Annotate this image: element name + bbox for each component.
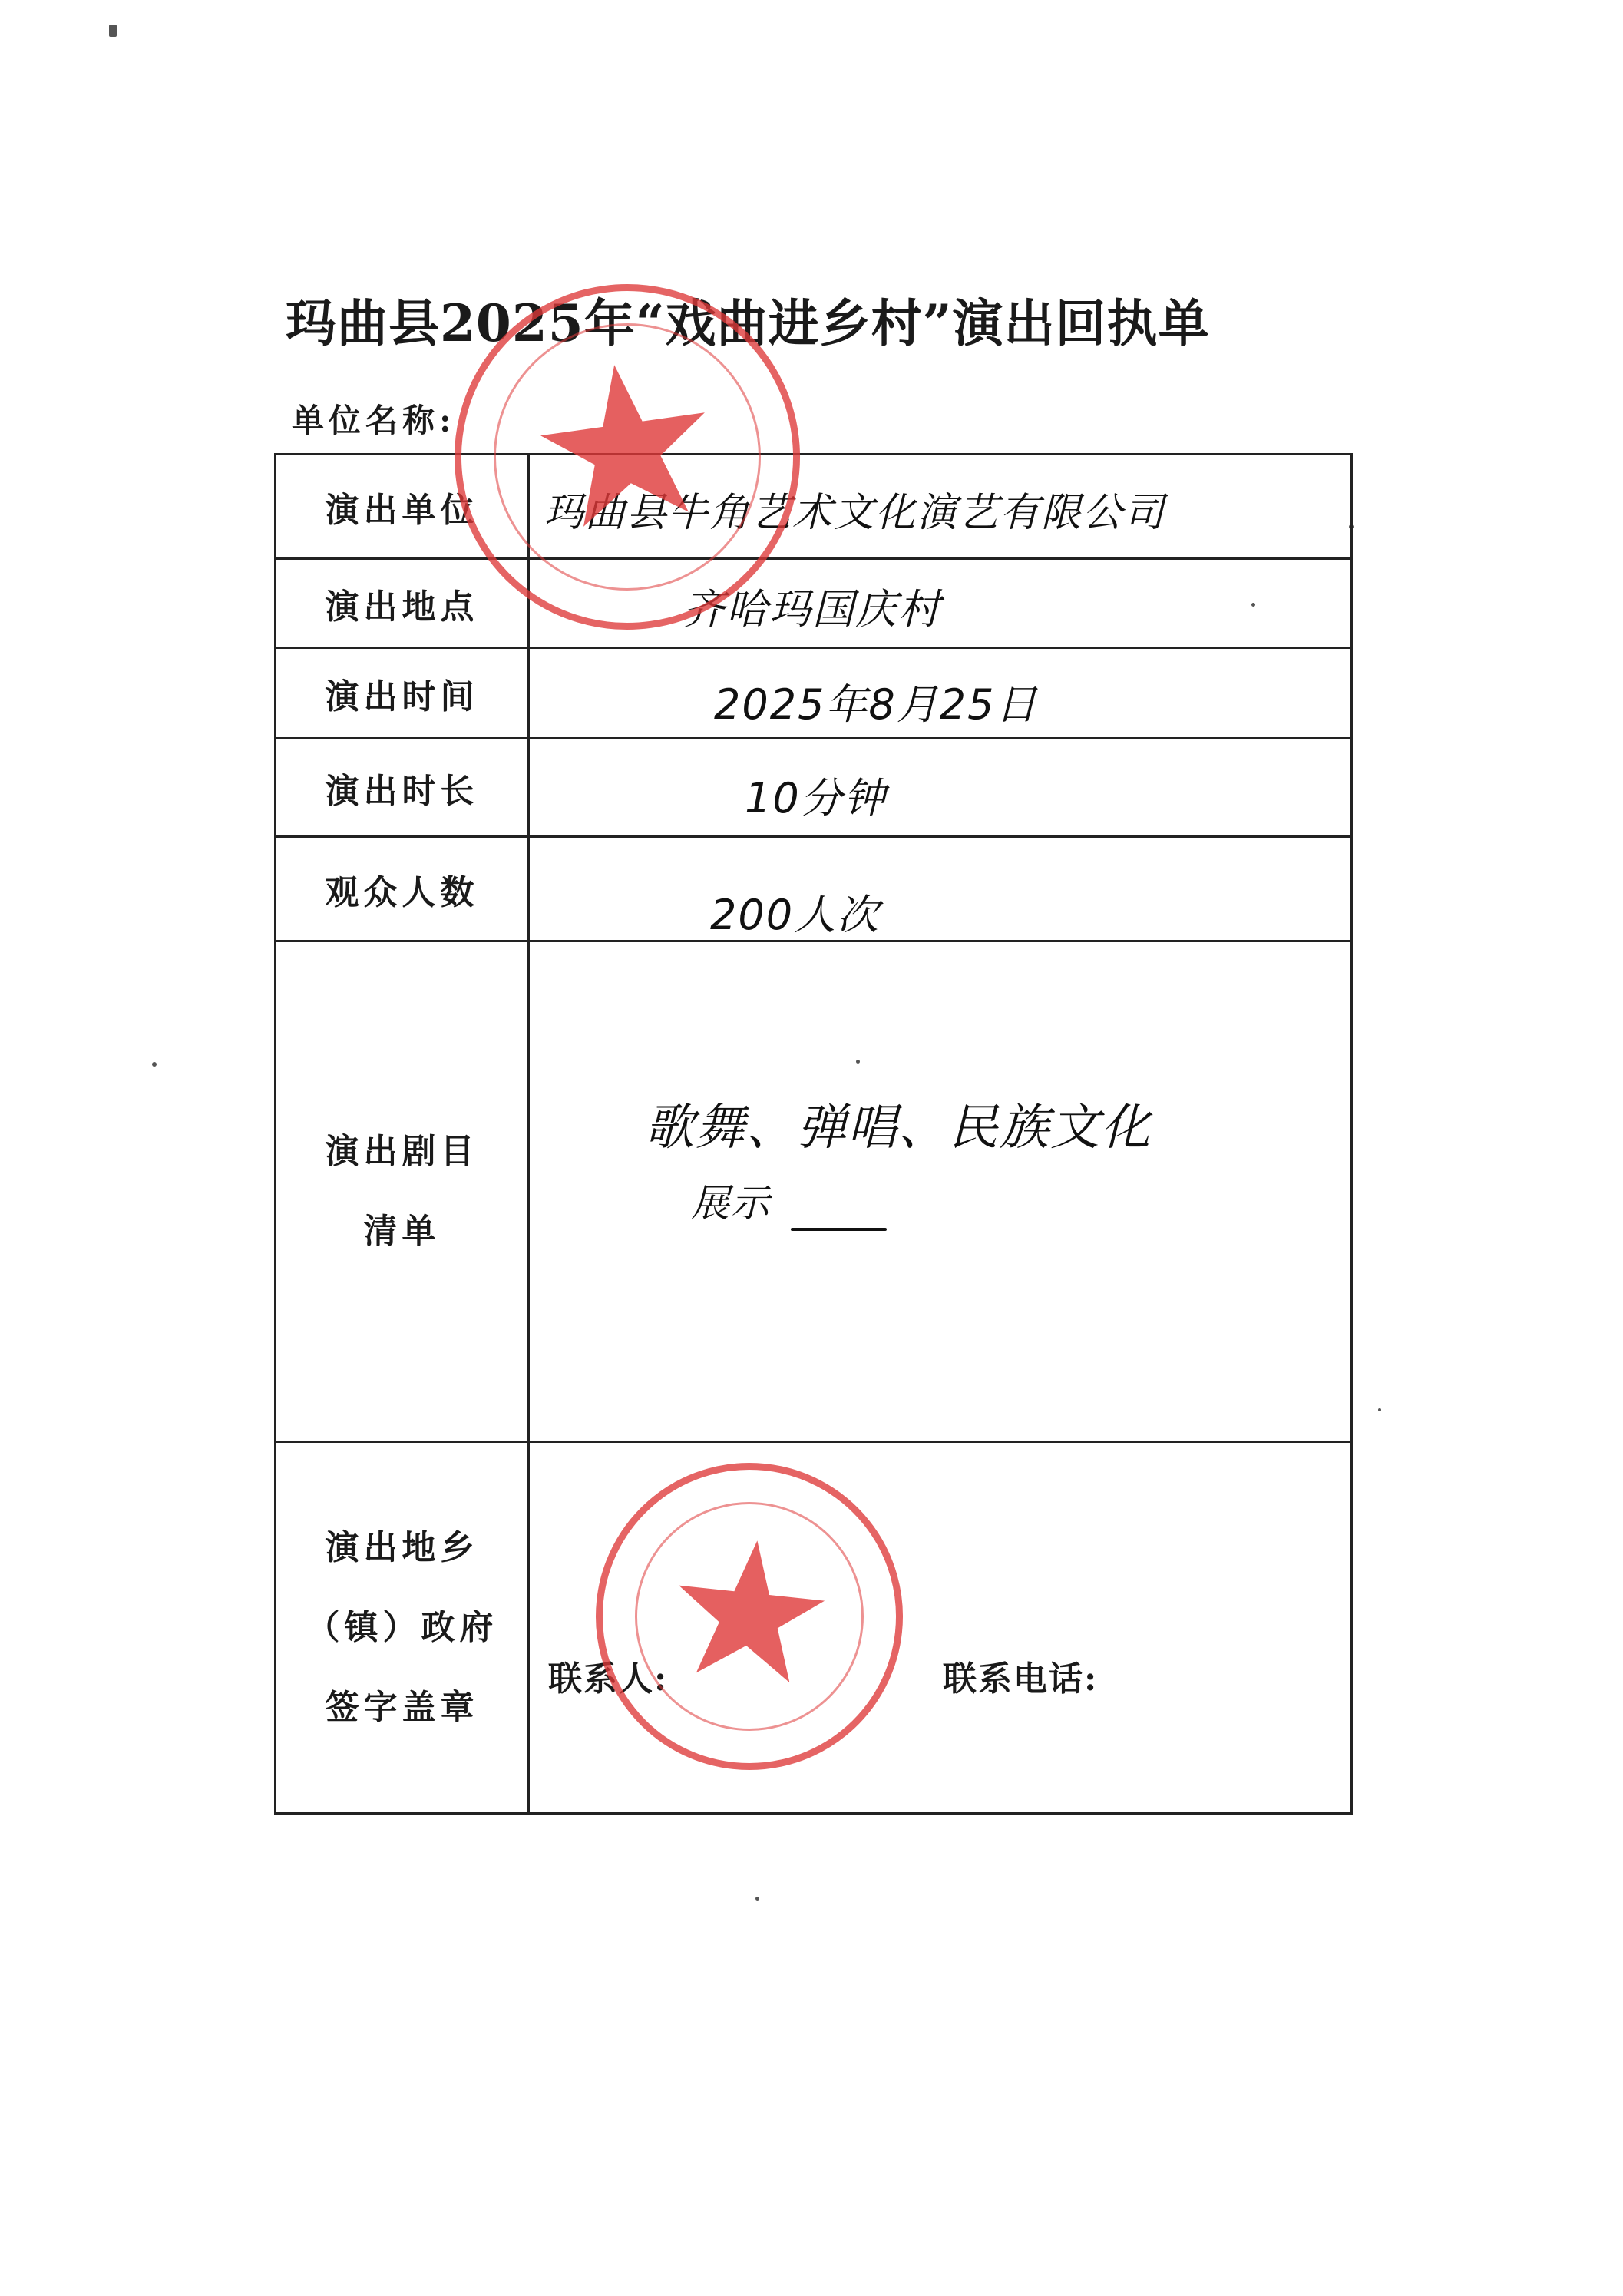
unit-name-label: 单位名称: <box>292 402 456 439</box>
table-row <box>276 941 1352 1442</box>
red-star-icon <box>588 1455 911 1778</box>
table-row <box>276 648 1352 739</box>
company-seal-stamp <box>432 262 822 652</box>
village-seal-stamp <box>580 1447 918 1785</box>
table-row <box>276 739 1352 837</box>
row-value-program[interactable] <box>529 941 1352 1442</box>
handwritten-audience: 200人次 <box>710 891 881 939</box>
row-label-audience: 观众人数 <box>276 837 529 941</box>
row-label-government <box>276 1442 529 1814</box>
program-label-line1: 演出剧目 <box>325 1131 479 1171</box>
red-star-icon <box>440 270 815 644</box>
table-row <box>276 559 1352 648</box>
row-value-duration[interactable] <box>529 739 1352 837</box>
document-title: 玛曲县2025年“戏曲进乡村”演出回执单 <box>286 293 1210 353</box>
government-label-line2: （镇）政府 <box>306 1607 498 1647</box>
handwritten-unit: 玛曲县牛角艺术文化演艺有限公司 <box>544 490 1166 536</box>
scan-speck <box>109 25 117 37</box>
scan-speck <box>755 1897 759 1901</box>
row-value-audience[interactable] <box>529 837 1352 941</box>
handwritten-location: 齐哈玛国庆村 <box>683 585 941 634</box>
handwritten-time: 2025年8月25日 <box>714 680 1039 729</box>
row-label-time: 演出时间 <box>276 648 529 739</box>
handwritten-program-line1: 歌舞、弹唱、民族文化 <box>645 1100 1152 1156</box>
contact-phone-label: 联系电话: <box>943 1659 1099 1699</box>
handwritten-duration: 10分钟 <box>745 774 887 822</box>
program-label-line2: 清单 <box>363 1211 441 1251</box>
handwritten-underline <box>791 1228 887 1231</box>
scan-speck <box>1378 1408 1381 1411</box>
row-label-duration: 演出时长 <box>276 739 529 837</box>
row-label-location: 演出地点 <box>276 559 529 648</box>
handwritten-program-line2: 展示 <box>691 1181 771 1226</box>
row-label-unit: 演出单位 <box>276 455 529 559</box>
scan-speck <box>152 1062 157 1067</box>
table-row <box>276 455 1352 559</box>
table-row <box>276 837 1352 941</box>
government-label-line1: 演出地乡 <box>325 1527 479 1567</box>
row-label-program <box>276 941 529 1442</box>
row-value-time[interactable] <box>529 648 1352 739</box>
government-label-line3: 签字盖章 <box>325 1687 479 1727</box>
contact-person-label: 联系人: <box>548 1659 669 1699</box>
